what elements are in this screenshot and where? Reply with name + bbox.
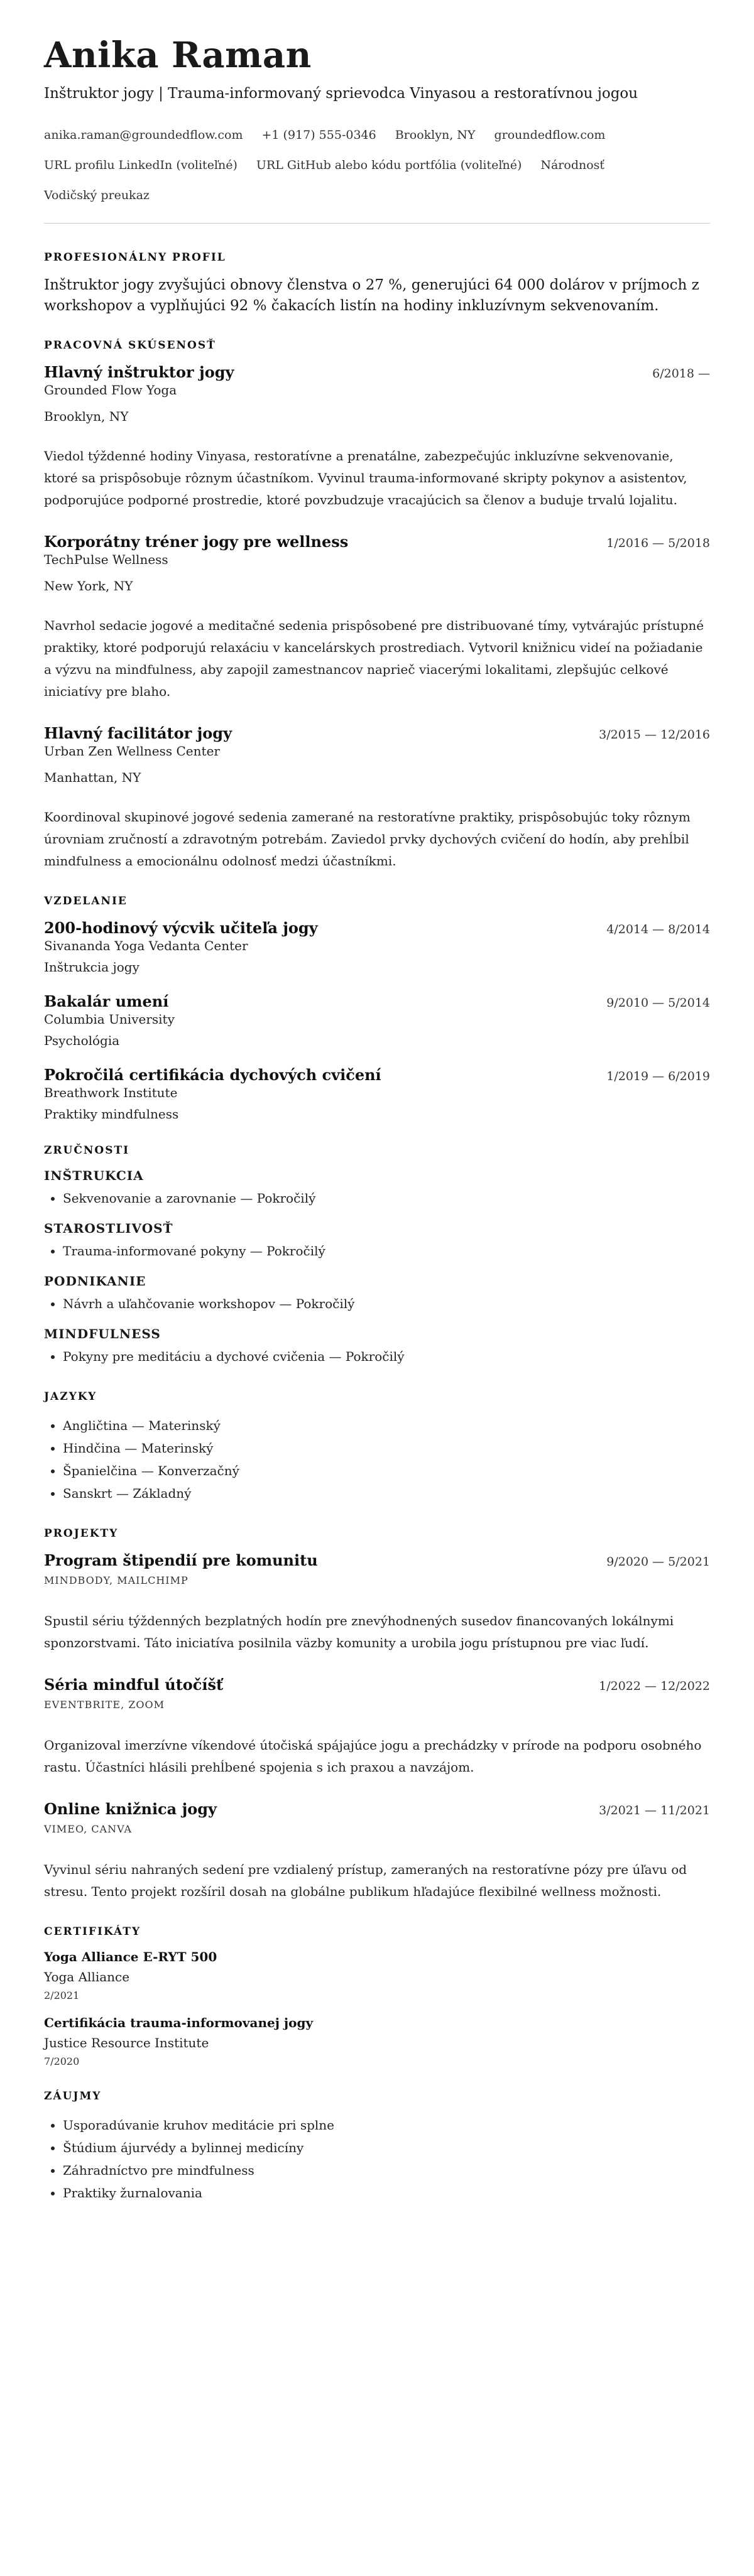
skill-item: • Pokyny pre meditáciu a dychové cvičenia — Pokročilý [63, 1345, 710, 1368]
project-tools: VIMEO, CANVA [44, 1823, 133, 1836]
languages-heading: JAZYKY [44, 1390, 97, 1404]
education-entry [44, 1066, 710, 1122]
projects-heading: PROJEKTY [44, 1527, 119, 1540]
experience-entry [44, 724, 710, 872]
institution: Sivananda Yoga Vedanta Center [44, 938, 248, 954]
project-dates: 9/2020 — 5/2021 [606, 1555, 710, 1569]
language-item: • Sanskrt — Základný [63, 1482, 710, 1505]
job-description: Viedol týždenné hodiny Vinyasa, restoratívne a prenatálne, zabezpečujúc inkluzívne sekvenovanie, ktoré sa prispôsobuje rôznym účastníkom. Vyvinul trauma-informované skripty pokynov a asistentov, podporujúce podporné prostredie, ktoré povzbudzuje vracajúcich sa členov a buduje trvalú lojalitu. [44, 448, 687, 508]
experience-heading: PRACOVNÁ SKÚSENOSŤ [44, 339, 216, 352]
skill-group [44, 1168, 710, 1210]
education-entry [44, 992, 710, 1048]
header-divider [44, 223, 710, 224]
certificate-entry [44, 2015, 710, 2067]
skill-item: • Trauma-informované pokyny — Pokročilý [63, 1240, 710, 1262]
project-title: Program štipendií pre komunitu [44, 1551, 318, 1570]
job-employer: TechPulse Wellness [44, 552, 168, 568]
contact-linkedin[interactable]: URL profilu LinkedIn (voliteľné) [44, 158, 238, 172]
education-dates: 9/2010 — 5/2014 [606, 996, 710, 1010]
language-item: • Hindčina — Materinský [63, 1437, 710, 1459]
certificates-heading: CERTIFIKÁTY [44, 1925, 141, 1939]
job-location: Manhattan, NY [44, 770, 141, 786]
education-section [44, 895, 710, 1122]
contact-nationality: Národnosť [540, 158, 605, 172]
interest-item: • Štúdium ájurvédy a bylinnej medicíny [63, 2136, 710, 2159]
skill-category: INŠTRUKCIA [44, 1168, 144, 1184]
institution: Columbia University [44, 1012, 175, 1027]
certificate-issuer: Justice Resource Institute [44, 2035, 209, 2051]
candidate-headline: Inštruktor jogy | Trauma-informovaný sprievodca Vinyasou a restoratívnou jogou [44, 85, 638, 102]
profile-section [44, 251, 710, 317]
job-dates: 1/2016 — 5/2018 [606, 536, 710, 551]
certificate-entry [44, 1949, 710, 2001]
skill-category: STAROSTLIVOSŤ [44, 1221, 173, 1237]
degree-title: Pokročilá certifikácia dychových cvičení [44, 1066, 381, 1085]
profile-summary: Inštruktor jogy zvyšujúci obnovy členstva o 27 %, generujúci 64 000 dolárov v príjmoch z workshopov a vyplňujúci 92 % čakacích listín na hodiny inkluzívnym sekvenovaním. [44, 276, 699, 314]
job-title: Hlavný inštruktor jogy [44, 363, 234, 382]
job-location: Brooklyn, NY [44, 409, 129, 425]
contact-location: Brooklyn, NY [395, 127, 476, 142]
skill-category: PODNIKANIE [44, 1274, 146, 1289]
skill-item: • Návrh a uľahčovanie workshopov — Pokročilý [63, 1292, 710, 1315]
interest-item: • Praktiky žurnalovania [63, 2182, 710, 2204]
skills-section [44, 1144, 710, 1368]
certificate-date: 2/2021 [44, 1989, 80, 2002]
candidate-name: Anika Raman [44, 35, 312, 76]
experience-entry [44, 533, 710, 703]
skill-group [44, 1326, 710, 1368]
certificates-section [44, 1925, 710, 2067]
certificate-name: Yoga Alliance E-RYT 500 [44, 1949, 217, 1965]
contact-email[interactable]: anika.raman@groundedflow.com [44, 127, 243, 142]
certificate-name: Certifikácia trauma-informovanej jogy [44, 2015, 314, 2031]
field-of-study: Psychológia [44, 1033, 120, 1049]
interests-section [44, 2090, 710, 2204]
certificate-date: 7/2020 [44, 2055, 80, 2068]
language-item: • Angličtina — Materinský [63, 1414, 710, 1437]
institution: Breathwork Institute [44, 1085, 178, 1101]
skills-heading: ZRUČNOSTI [44, 1144, 130, 1157]
experience-section [44, 339, 710, 872]
interest-item: • Usporadúvanie kruhov meditácie pri splne [63, 2114, 710, 2136]
job-dates: 6/2018 — [652, 367, 710, 381]
projects-section [44, 1527, 710, 1903]
project-title: Online knižnica jogy [44, 1800, 217, 1819]
job-employer: Grounded Flow Yoga [44, 382, 177, 398]
contact-info [44, 120, 710, 210]
contact-github[interactable]: URL GitHub alebo kódu portfólia (voliteľné) [256, 158, 522, 172]
job-description: Navrhol sedacie jogové a meditačné sedenia prispôsobené pre distribuované tímy, vytvárajúc prístupné praktiky, ktoré podporujú relaxáciu v kancelárskych prostrediach. Vytvoril knižnicu videí na požiadanie a výzvu na mindfulness, aby zapojil zamestnancov naprieč viacerými lokalitami, zlepšujúc celkové iniciatívy pre blaho. [44, 618, 704, 700]
project-entry [44, 1551, 710, 1654]
interests-heading: ZÁUJMY [44, 2090, 102, 2103]
degree-title: 200-hodinový výcvik učiteľa jogy [44, 919, 318, 938]
skill-group [44, 1274, 710, 1315]
field-of-study: Inštrukcia jogy [44, 960, 139, 975]
job-employer: Urban Zen Wellness Center [44, 744, 220, 759]
certificate-issuer: Yoga Alliance [44, 1969, 130, 1985]
education-dates: 1/2019 — 6/2019 [606, 1069, 710, 1084]
experience-entry [44, 363, 710, 511]
project-description: Vyvinul sériu nahraných sedení pre vzdialený prístup, zameraných na restoratívne pózy pre úľavu od stresu. Tento projekt rozšíril dosah na globálne publikum hľadajúce flexibilné wellness možnosti. [44, 1862, 687, 1900]
field-of-study: Praktiky mindfulness [44, 1107, 179, 1122]
project-title: Séria mindful útočíšť [44, 1675, 224, 1694]
job-dates: 3/2015 — 12/2016 [599, 728, 710, 742]
education-heading: VZDELANIE [44, 895, 128, 908]
project-tools: MINDBODY, MAILCHIMP [44, 1574, 188, 1587]
languages-section [44, 1390, 710, 1505]
project-dates: 1/2022 — 12/2022 [599, 1679, 710, 1694]
job-title: Korporátny tréner jogy pre wellness [44, 533, 349, 551]
contact-phone[interactable]: +1 (917) 555-0346 [261, 127, 376, 142]
language-item: • Španielčina — Konverzačný [63, 1459, 710, 1482]
project-description: Organizoval imerzívne víkendové útočiská spájajúce jogu a prechádzky v prírode na podporu osobného rastu. Účastníci hlásili prehĺbené spojenia s ich praxou a navzájom. [44, 1738, 702, 1775]
contact-website[interactable]: groundedflow.com [494, 127, 606, 142]
degree-title: Bakalár umení [44, 992, 169, 1011]
job-title: Hlavný facilitátor jogy [44, 724, 232, 743]
job-location: New York, NY [44, 578, 133, 594]
project-tools: EVENTBRITE, ZOOM [44, 1699, 165, 1711]
project-dates: 3/2021 — 11/2021 [599, 1804, 710, 1818]
education-dates: 4/2014 — 8/2014 [606, 923, 710, 937]
profile-heading: PROFESIONÁLNY PROFIL [44, 251, 226, 264]
skill-category: MINDFULNESS [44, 1326, 161, 1342]
project-entry [44, 1675, 710, 1778]
skill-group [44, 1221, 710, 1262]
project-description: Spustil sériu týždenných bezplatných hodín pre znevýhodnených susedov financovaných lokálnymi sponzorstvami. Táto iniciatíva posilnila väzby komunity a urobila jogu prístupnou pre viac ľudí. [44, 1613, 674, 1651]
education-entry [44, 919, 710, 975]
skill-item: • Sekvenovanie a zarovnanie — Pokročilý [63, 1187, 710, 1210]
project-entry [44, 1800, 710, 1903]
resume-header [44, 36, 710, 210]
interest-item: • Záhradníctvo pre mindfulness [63, 2159, 710, 2182]
job-description: Koordinoval skupinové jogové sedenia zamerané na restoratívne praktiky, prispôsobujúc toky rôznym úrovniam zručností a zdravotným potrebám. Zaviedol prvky dychových cvičení do hodín, aby prehĺbil mindfulness a emocionálnu odolnosť medzi účastníkmi. [44, 809, 691, 869]
contact-driving-license: Vodičský preukaz [44, 188, 150, 202]
